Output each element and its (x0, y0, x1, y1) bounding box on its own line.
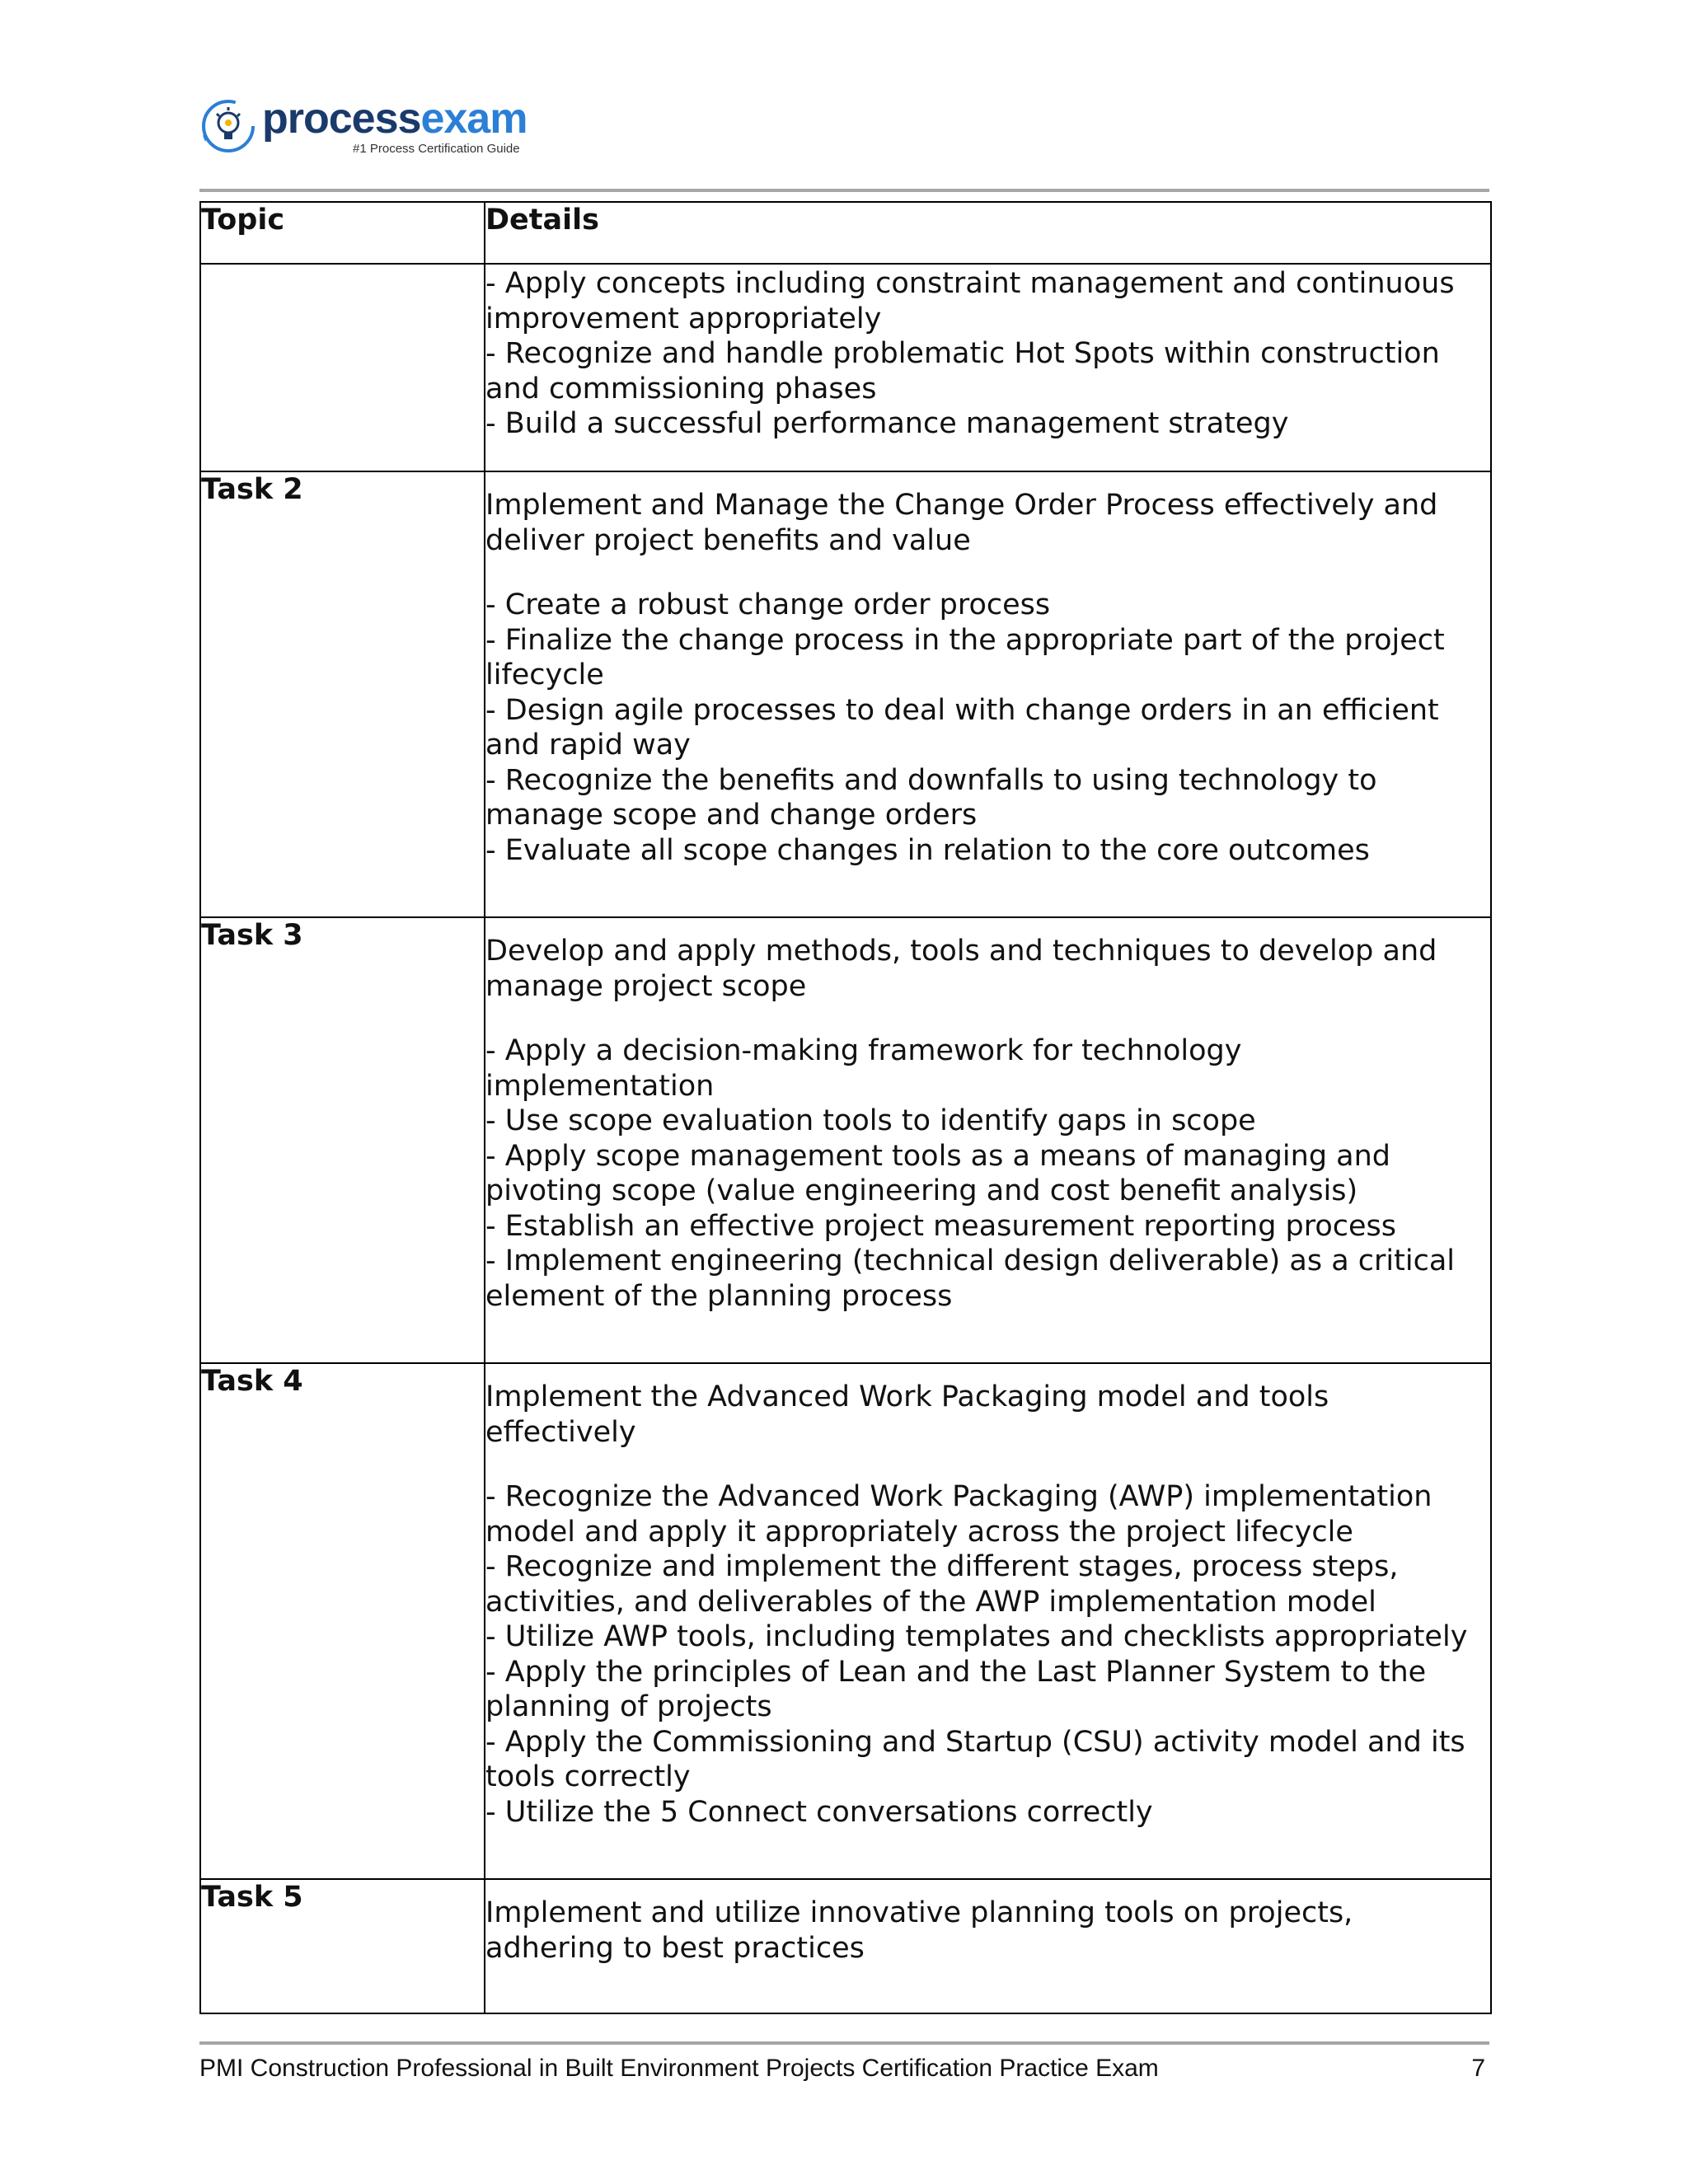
detail-line: - Establish an effective project measurement reporting process (485, 1209, 1397, 1243)
topic-cell: Task 5 (200, 1879, 485, 2013)
detail-line: implementation (485, 1069, 715, 1103)
detail-line: - Apply scope management tools as a means of managing and (485, 1139, 1391, 1173)
page-footer (199, 2055, 1490, 2083)
table-row (200, 917, 1491, 1363)
header-topic: Topic (200, 202, 485, 264)
topic-cell: Task 2 (200, 471, 485, 917)
topic-cell: Task 3 (200, 917, 485, 1363)
detail-intro: deliver project benefits and value (485, 523, 971, 557)
details-cell (485, 917, 1491, 1363)
topic-cell (200, 264, 485, 471)
detail-line: model and apply it appropriately across the project lifecycle (485, 1515, 1353, 1549)
detail-line: - Recognize the Advanced Work Packaging (AWP) implementation (485, 1480, 1432, 1513)
detail-intro: Implement the Advanced Work Packaging model and tools (485, 1380, 1329, 1413)
detail-line: - Recognize the benefits and downfalls to using technology to (485, 763, 1377, 797)
detail-intro: manage project scope (485, 969, 807, 1003)
detail-line: - Utilize the 5 Connect conversations correctly (485, 1795, 1153, 1829)
header-rule (199, 189, 1489, 192)
detail-intro: Implement and Manage the Change Order Process effectively and (485, 489, 1438, 522)
detail-line: planning of projects (485, 1690, 772, 1723)
detail-line: - Apply a decision-making framework for technology (485, 1034, 1242, 1067)
detail-line: - Implement engineering (technical design deliverable) as a critical (485, 1244, 1456, 1277)
table-row (200, 1879, 1491, 2013)
detail-intro: Implement and utilize innovative planning tools on projects, (485, 1896, 1353, 1929)
footer-rule (199, 2041, 1489, 2045)
detail-intro: Develop and apply methods, tools and techniques to develop and (485, 935, 1437, 968)
detail-intro: adhering to best practices (485, 1931, 865, 1965)
header-details: Details (485, 202, 1491, 264)
detail-line: - Finalize the change process in the appropriate part of the project (485, 623, 1445, 657)
details-cell (485, 1879, 1491, 2013)
detail-intro: effectively (485, 1415, 636, 1449)
footer-title: PMI Construction Professional in Built Environment Projects Certification Practice Exam (199, 2055, 1159, 2082)
details-cell (485, 264, 1491, 471)
lightbulb-gear-icon (199, 97, 257, 155)
detail-line: manage scope and change orders (485, 799, 978, 832)
processexam-logo (199, 97, 527, 156)
page-number: 7 (1471, 2055, 1485, 2082)
table-header-row (200, 202, 1491, 264)
detail-line: and rapid way (485, 729, 691, 762)
table-row (200, 1363, 1491, 1879)
detail-line: and commissioning phases (485, 372, 877, 405)
detail-line: tools correctly (485, 1760, 691, 1793)
detail-line: - Create a robust change order process (485, 588, 1051, 621)
detail-line: improvement appropriately (485, 302, 882, 335)
detail-line: - Use scope evaluation tools to identify gaps in scope (485, 1104, 1256, 1137)
detail-line: - Recognize and implement the different stages, process steps, (485, 1550, 1399, 1583)
detail-line: pivoting scope (value engineering and cost benefit analysis) (485, 1174, 1358, 1207)
details-cell (485, 471, 1491, 917)
details-cell (485, 1363, 1491, 1879)
detail-line: lifecycle (485, 658, 604, 691)
detail-line: - Recognize and handle problematic Hot Spots within construction (485, 337, 1440, 370)
detail-line: - Evaluate all scope changes in relation to the core outcomes (485, 833, 1370, 867)
detail-line: - Build a successful performance management strategy (485, 407, 1289, 440)
detail-line: - Utilize AWP tools, including templates and checklists appropriately (485, 1620, 1468, 1653)
topic-cell: Task 4 (200, 1363, 485, 1879)
detail-line: activities, and deliverables of the AWP implementation model (485, 1585, 1376, 1619)
table-row (200, 471, 1491, 917)
logo-wordmark: processexam (262, 95, 528, 143)
detail-line: - Apply the Commissioning and Startup (CSU) activity model and its (485, 1725, 1465, 1759)
detail-line: - Apply concepts including constraint management and continuous (485, 267, 1455, 300)
table-row (200, 264, 1491, 471)
detail-line: - Design agile processes to deal with change orders in an efficient (485, 693, 1439, 727)
detail-line: - Apply the principles of Lean and the Last Planner System to the (485, 1655, 1427, 1689)
syllabus-table (199, 201, 1492, 2014)
detail-line: element of the planning process (485, 1279, 953, 1313)
logo-tagline: #1 Process Certification Guide (353, 142, 520, 156)
